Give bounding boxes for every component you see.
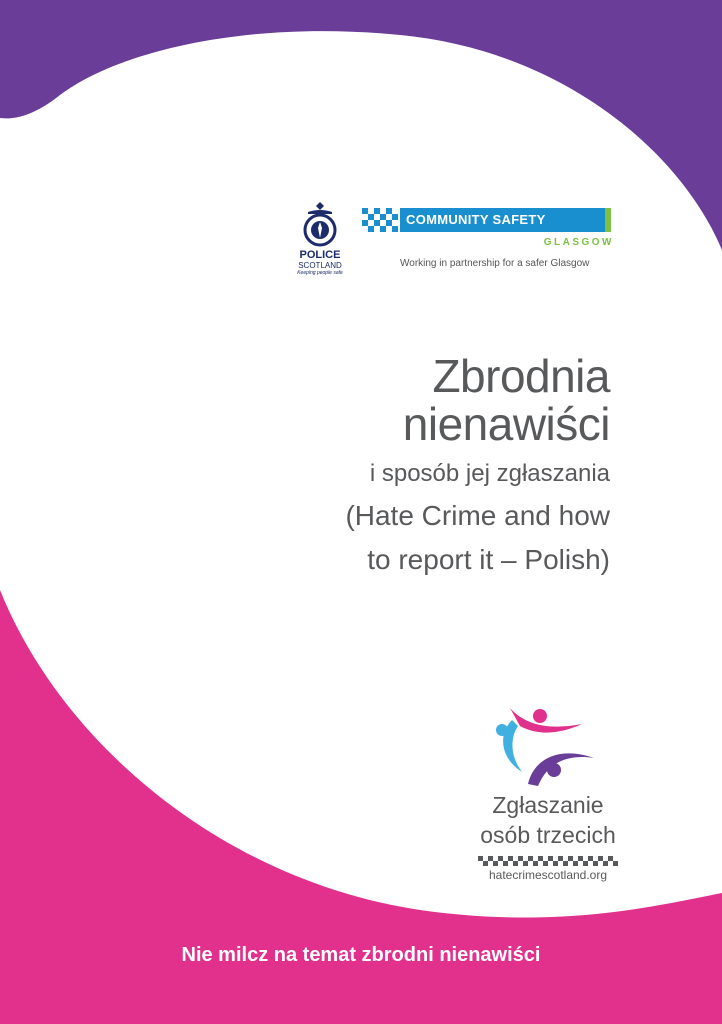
partnership-tagline: Working in partnership for a safer Glasgow bbox=[400, 258, 590, 269]
checker-strip-icon bbox=[478, 856, 618, 866]
green-accent-bar bbox=[605, 208, 611, 232]
title-line1: Zbrodnia bbox=[432, 350, 610, 402]
third-party-label-line1: Zgłaszanie bbox=[492, 792, 604, 818]
english-title-line2: to report it – Polish) bbox=[367, 544, 610, 575]
title-block bbox=[345, 352, 610, 576]
subtitle: i sposób jej zgłaszania bbox=[369, 460, 610, 487]
partner-logos bbox=[290, 200, 620, 295]
people-figures-icon bbox=[490, 700, 600, 790]
glasgow-label: GLASGOW bbox=[543, 237, 614, 248]
website-address: hatecrimescotland.org bbox=[488, 868, 608, 882]
english-title-line1: (Hate Crime and how bbox=[345, 500, 610, 531]
community-safety-glasgow-logo bbox=[362, 208, 614, 278]
police-crest-icon bbox=[300, 200, 340, 248]
third-party-reporting-logo bbox=[478, 700, 618, 900]
title-line2: nienawiści bbox=[402, 398, 610, 450]
third-party-label-line2: osób trzecich bbox=[480, 822, 616, 848]
police-scotland-logo bbox=[290, 200, 350, 290]
police-line1: POLICE bbox=[299, 249, 341, 261]
police-motto: Keeping people safe bbox=[297, 270, 343, 276]
police-line2: SCOTLAND bbox=[298, 261, 342, 270]
footer-slogan: Nie milcz na temat zbrodni nienawiści bbox=[181, 944, 541, 966]
checker-icon bbox=[362, 208, 400, 232]
community-safety-name: COMMUNITY SAFETY bbox=[400, 208, 610, 232]
